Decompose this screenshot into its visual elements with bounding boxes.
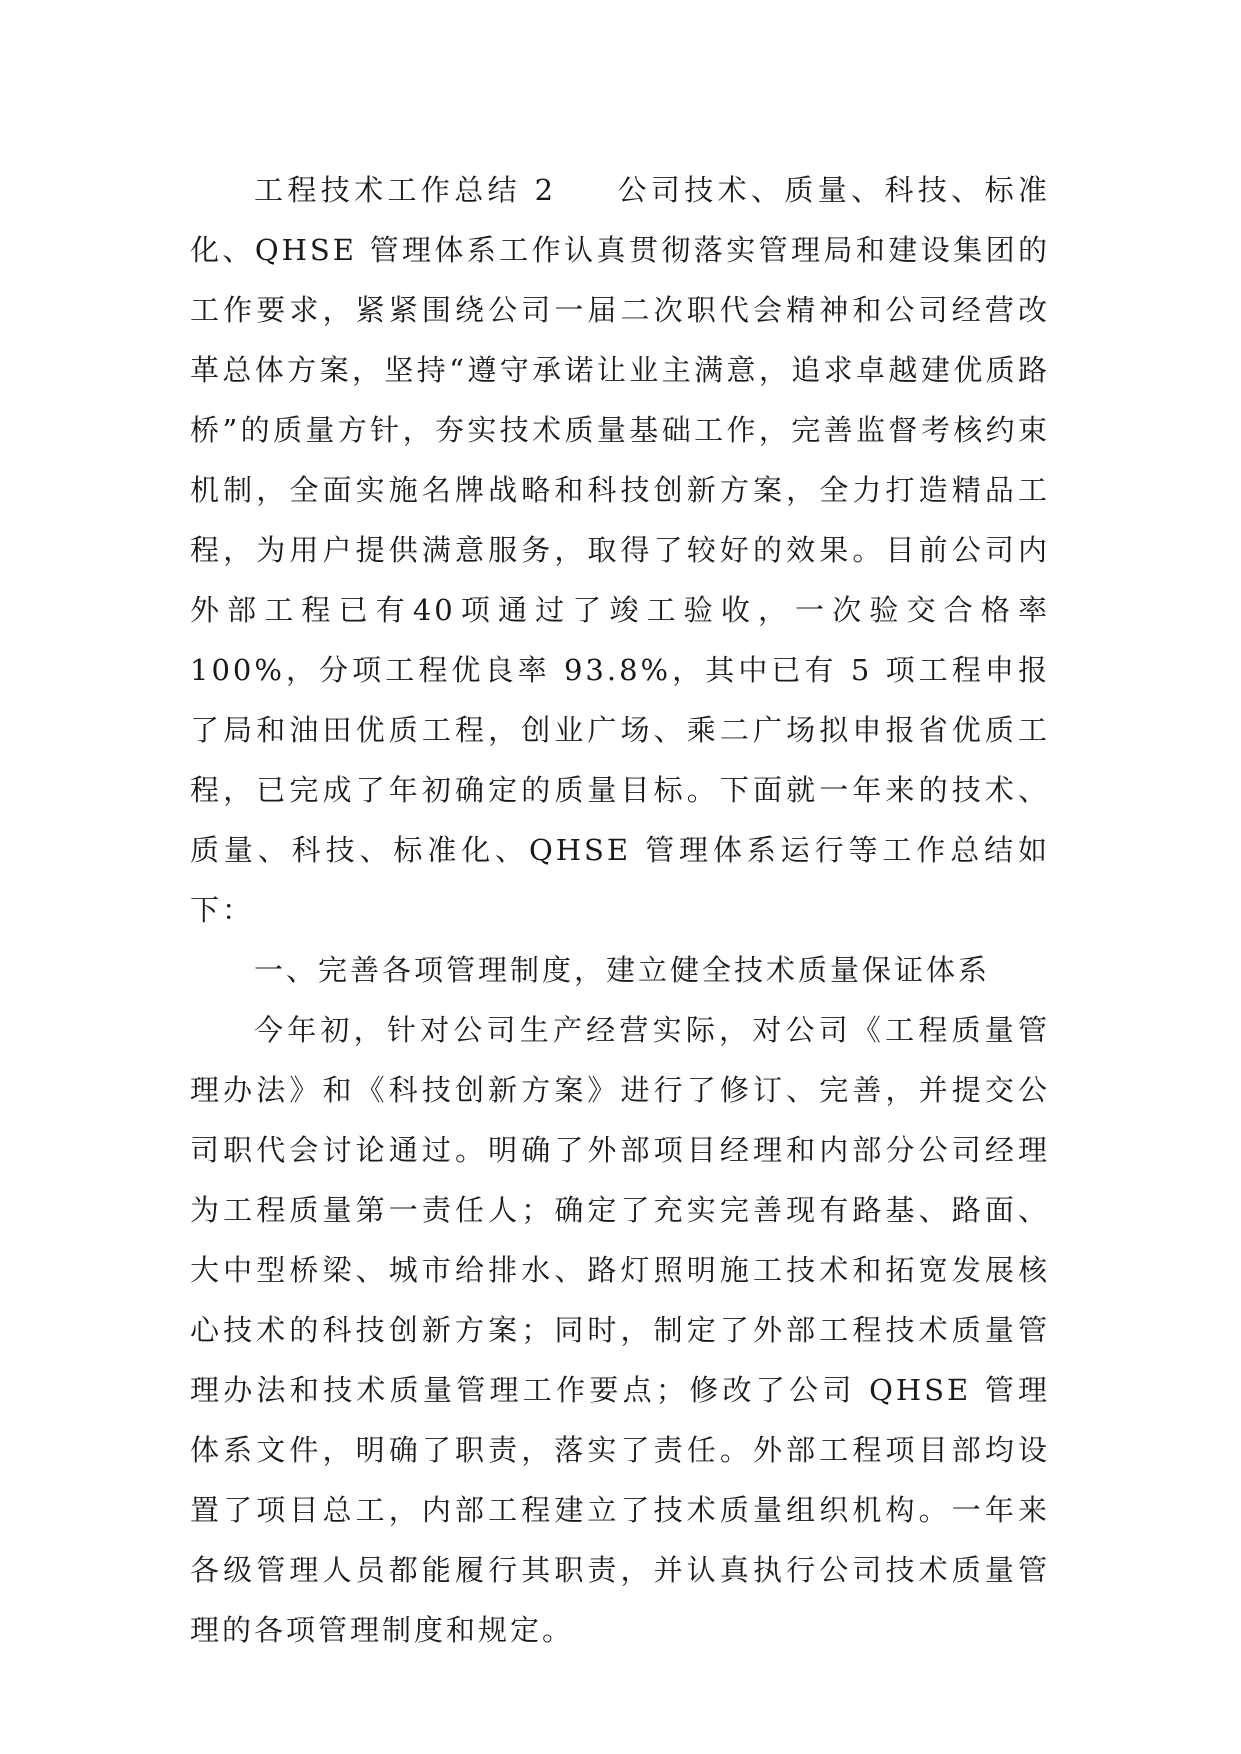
intro-paragraph bbox=[190, 160, 1050, 940]
section-heading: 一、完善各项管理制度，建立健全技术质量保证体系 bbox=[254, 953, 991, 987]
paragraph-text-1: 公司技术、质量、科技、标准化、QHSE 管理体系工作认真贯彻落实管理局和建设集团的工作要求，紧紧围绕公司一届二次职代会精神和公司经营改革总体方案，坚持“遵守承诺让业主满意，追求卓越建优质路桥”的质量方针，夯实技术质量基础工作，完善监督考核约束机制，全面实施名牌战略和科技创新方案，全力打造精品工程，为用户提供满意服务，取得了较好的效果。目前公司内外部工程已有40项通过了竣工验收，一次验交合格率100%，分项工程优良率 93.8%，其中已有 5 项工程申报了局和油田优质工程，创业广场、乘二广场拟申报省优质工程，已完成了年初确定的质量目标。下面就一年来的技术、质量、科技、标准化、QHSE 管理体系运行等工作总结如下： bbox=[190, 173, 1050, 927]
document-body bbox=[190, 160, 1050, 1660]
document-title: 工程技术工作总结 2 bbox=[254, 173, 557, 207]
section-paragraph: 今年初，针对公司生产经营实际，对公司《工程质量管理办法》和《科技创新方案》进行了修订、完善，并提交公司职代会讨论通过。明确了外部项目经理和内部分公司经理为工程质量第一责任人；确定了充实完善现有路基、路面、大中型桥梁、城市给排水、路灯照明施工技术和拓宽发展核心技术的科技创新方案；同时，制定了外部工程技术质量管理办法和技术质量管理工作要点；修改了公司 QHSE 管理体系文件，明确了职责，落实了责任。外部工程项目部均设置了项目总工，内部工程建立了技术质量组织机构。一年来各级管理人员都能履行其职责，并认真执行公司技术质量管理的各项管理制度和规定。 bbox=[190, 1013, 1050, 1647]
